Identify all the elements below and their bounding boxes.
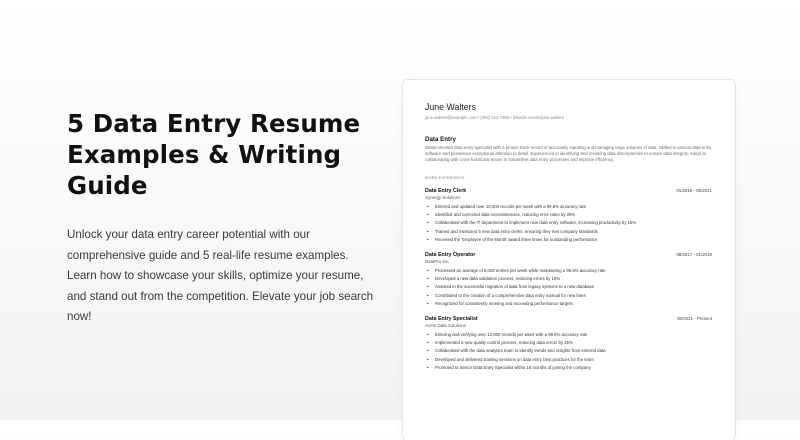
job-title: Data Entry Clerk (425, 187, 467, 194)
job-bullet: • Trained and mentored 5 new data entry clerks, ensuring they met company standards (425, 228, 712, 236)
job-bullet: • Collaborated with the IT department to implement new data entry software, increasing productivity by 15% (425, 219, 712, 227)
job-bullet: • Assisted in the successful migration of data from legacy systems to a new database (425, 283, 712, 291)
resume-name: June Walters (425, 102, 477, 112)
job-bullet: • Developed a new data validation process, reducing errors by 15% (425, 275, 712, 283)
job-title: Data Entry Operator (425, 251, 476, 258)
job-company: DataPro Inc. (425, 258, 450, 264)
page-description: Unlock your data entry career potential with our comprehensive guide and 5 real-life resume examples. Learn how to showcase your skills, optimize your resume, and stand out from the competition. Elevate your job search now! (67, 228, 374, 323)
job-dates: 08/2017 - 01/2019 (676, 251, 712, 257)
job-entry (425, 251, 712, 309)
resume-summary: Detail-oriented data entry specialist with a proven track record of accurately inputting and managing large volumes of data. Skilled in various data entry software and possesses exceptional attention to detail. Experienced in identifying and resolving data discrepancies to ensure data integrity. Adept at collaborating with cross-functional teams to streamline data entry processes and improve efficiency. (425, 145, 712, 163)
job-bullet: • Identified and corrected data inconsistencies, reducing error rates by 20% (425, 211, 712, 219)
job-bullet: • Entering and verifying over 12,000 records per week with a 99.9% accuracy rate (425, 331, 712, 339)
job-bullets (425, 267, 712, 309)
resume-contact: june.walters@example.com • (408) 523-7685 • linkedin.com/in/june.walters (425, 115, 564, 120)
page-title: 5 Data Entry Resume Examples & Writing Guide (67, 109, 361, 200)
job-company: Synergy Solutions (425, 194, 461, 200)
resume-preview (403, 80, 735, 440)
job-dates: 01/2019 - 06/2021 (676, 187, 712, 193)
job-bullet: • Collaborated with the data analytics team to identify trends and insights from entered data (425, 347, 712, 355)
job-entry (425, 315, 712, 373)
job-bullet: • Entered and updated over 10,000 records per week with a 99.8% accuracy rate (425, 203, 712, 211)
job-bullets (425, 203, 712, 245)
job-bullet: • Processed an average of 8,000 entries per week while maintaining a 99.5% accuracy rate (425, 267, 712, 275)
job-entry (425, 187, 712, 245)
job-dates: 06/2021 - Present (677, 315, 712, 321)
job-bullets (425, 331, 712, 373)
job-bullet: • Developed and delivered training sessions on data entry best practices for the team (425, 356, 712, 364)
job-bullet: • Implemented a new quality control process, reducing data errors by 25% (425, 339, 712, 347)
job-bullet: • Promoted to Senior Data Entry Specialist within 18 months of joining the company (425, 364, 712, 372)
job-company: Acme Data Solutions (425, 322, 466, 328)
job-bullet: • Received the 'Employee of the Month' award three times for outstanding performance (425, 236, 712, 244)
job-bullet: • Contributed to the creation of a comprehensive data entry manual for new hires (425, 292, 712, 300)
section-heading: WORK EXPERIENCE (425, 175, 465, 180)
job-title: Data Entry Specialist (425, 315, 478, 322)
job-bullet: • Recognized for consistently meeting and exceeding performance targets (425, 300, 712, 308)
resume-title: Data Entry (425, 136, 456, 143)
